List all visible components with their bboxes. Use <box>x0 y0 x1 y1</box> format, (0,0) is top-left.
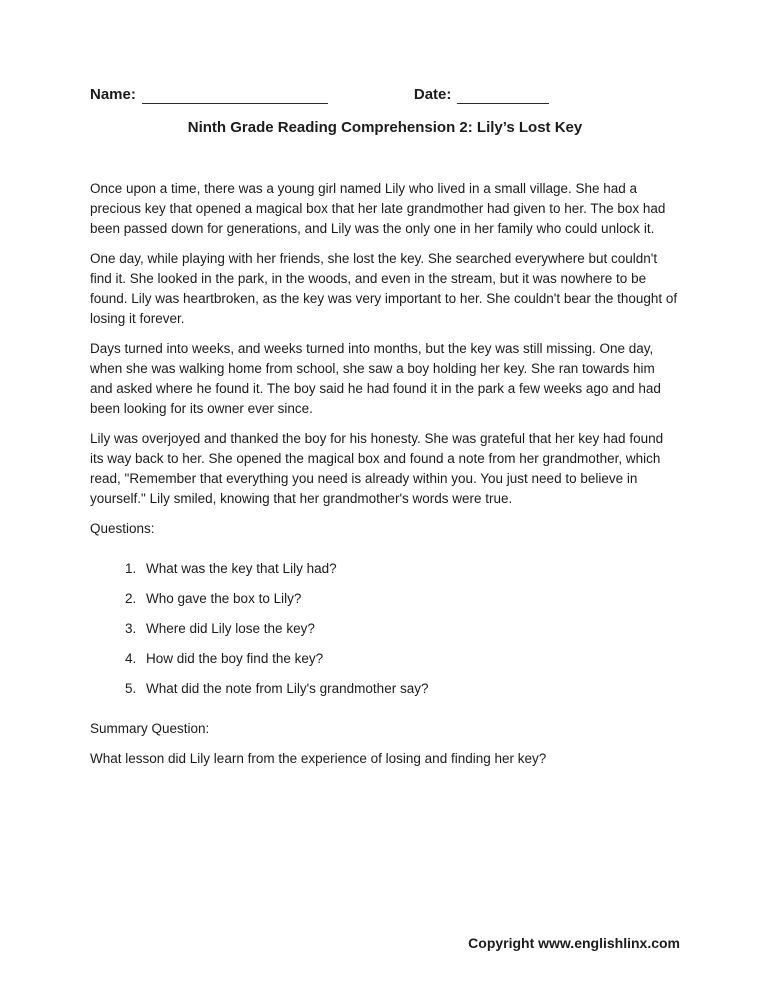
summary-question: What lesson did Lily learn from the experience of losing and finding her key? <box>90 751 547 766</box>
name-label: Name: <box>90 86 136 103</box>
story-passage <box>90 179 680 509</box>
name-blank-field <box>142 87 328 104</box>
header-row <box>90 86 680 104</box>
question-item-5: 5. What did the note from Lily's grandmother say? <box>140 679 680 699</box>
questions-list <box>90 559 680 699</box>
story-paragraph-3: Days turned into weeks, and weeks turned into months, but the key was still missing. One day, when she was walking home from school, she saw a boy holding her key. She ran towards him and asked where he found it. The boy said he had found it in the park a few weeks ago and had been looking for its owner ever since. <box>90 341 661 416</box>
date-group <box>414 86 550 104</box>
questions-heading: Questions: <box>90 521 155 536</box>
story-paragraph-4: Lily was overjoyed and thanked the boy for his honesty. She was grateful that her key had found its way back to her. She opened the magical box and found a note from her grandmother, which read, "Remember that everything you need is already within you. You just need to believe in yourself." Lily smiled, knowing that her grandmother's words were true. <box>90 431 664 506</box>
question-item-3: 3. Where did Lily lose the key? <box>140 619 680 639</box>
date-label: Date: <box>413 86 452 103</box>
summary-heading: Summary Question: <box>90 721 210 736</box>
copyright-notice: Copyright www.englishlinx.com <box>468 935 680 951</box>
summary-block <box>90 719 680 769</box>
question-item-4: 4. How did the boy find the key? <box>140 649 680 669</box>
question-item-2: 2. Who gave the box to Lily? <box>140 589 680 609</box>
date-blank-field <box>457 87 549 104</box>
story-paragraph-2: One day, while playing with her friends, she lost the key. She searched everywhere but couldn't find it. She looked in the park, in the woods, and even in the stream, but it was nowhere to be found. Lily was heartbroken, as the key was very important to her. She couldn't bear the thought of losing it forever. <box>90 251 678 326</box>
worksheet-title: Ninth Grade Reading Comprehension 2: Lily’s Lost Key <box>187 119 583 136</box>
story-paragraph-1: Once upon a time, there was a young girl named Lily who lived in a small village. She had a precious key that opened a magical box that her late grandmother had given to her. The box had been passed down for generations, and Lily was the only one in her family who could unlock it. <box>90 181 666 236</box>
question-item-1: 1. What was the key that Lily had? <box>140 559 680 579</box>
